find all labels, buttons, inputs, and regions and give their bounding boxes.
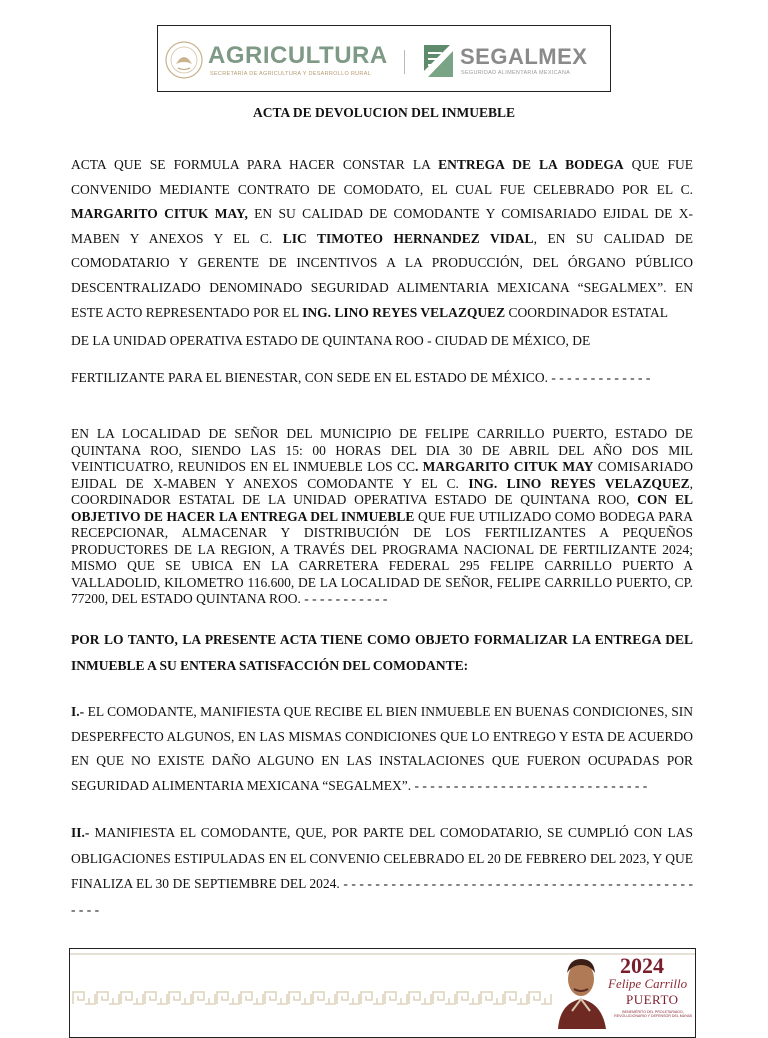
bold-objetivo: CON EL OBJETIVO DE HACER LA ENTREGA DEL INMUEBLE	[71, 492, 693, 524]
bold-entrega-bodega: ENTREGA DE LA BODEGA	[438, 157, 624, 172]
document-title: ACTA DE DEVOLUCION DEL INMUEBLE	[252, 105, 516, 120]
clause-ii	[71, 820, 693, 922]
header-logo-banner	[157, 25, 611, 92]
text-run: QUE FUE CONVENIDO MEDIANTE CONTRATO DE COMODATO, EL CUAL FUE CELEBRADO POR EL C.	[71, 157, 693, 197]
agricultura-subtitle: SECRETARÍA DE AGRICULTURA Y DESARROLLO RURAL	[210, 71, 372, 77]
paragraph-intro	[71, 153, 693, 390]
agricultura-wordmark: AGRICULTURA	[208, 42, 388, 69]
text-run: EN LA LOCALIDAD DE SEÑOR DEL MUNICIPIO DE FELIPE CARRILLO PUERTO, ESTADO DE QUINTANA ROO, SIENDO LAS 15: 00 HORAS DEL DIA 30 DE ABRIL DEL AÑO DOS MIL VEINTICUATRO, REUNIDOS EN EL INMUEBLE LOS CC	[71, 426, 693, 474]
mexico-coat-of-arms-icon	[164, 40, 204, 80]
text-line: FERTILIZANTE PARA EL BIENESTAR, CON SEDE EN EL ESTADO DE MÉXICO. - - - - - - - - - - - - -	[71, 369, 651, 385]
text-line: DE LA UNIDAD OPERATIVA ESTADO DE QUINTANA ROO - CIUDAD DE MÉXICO, DE	[71, 333, 591, 349]
text-run: QUE FUE UTILIZADO COMO BODEGA PARA RECEPCIONAR, ALMACENAR Y DISTRIBUCIÓN DE LOS FERTILIZANTES A PEQUEÑOS PRODUCTORES DE LA REGION, A TRAVÉS DEL PROGRAMA NACIONAL DE FERTILIZANTE 2024; MISMO QUE SE UBICA EN LA CARRETERA FEDERAL 295 FELIPE CARRILLO PUERTO A VALLADOLID, KILOMETRO 116.600, DE LA LOCALIDAD DE SEÑOR, FELIPE CARRILLO PUERTO, CP. 77200, DEL ESTADO QUINTANA ROO. - - - - - - - - - - -	[71, 508, 693, 606]
decorative-border-icon	[72, 989, 552, 1007]
clause-text: EL COMODANTE, MANIFIESTA QUE RECIBE EL BIEN INMUEBLE EN BUENAS CONDICIONES, SIN DESPERFECTO ALGUNOS, EN LAS MISMAS CONDICIONES QUE LO ENTREGO Y ESTA DE ACUERDO EN QUE NO EXISTE DAÑO ALGUNO EN LAS INSTALACIONES QUE FUERON OCUPADAS POR SEGURIDAD ALIMENTARIA MEXICANA “SEGALMEX”. - - - - - - - - - - - - - - - - - - - - - - - - - - - - - -	[71, 704, 693, 793]
paragraph-location	[71, 426, 693, 608]
text-run: EN SU CALIDAD DE COMODANTE Y COMISARIADO EJIDAL DE X-MABEN Y ANEXOS Y EL C.	[71, 206, 693, 246]
paragraph-objeto: POR LO TANTO, LA PRESENTE ACTA TIENE COMO OBJETO FORMALIZAR LA ENTREGA DEL INMUEBLE A SU ENTERA SATISFACCIÓN DEL COMODANTE:	[71, 632, 693, 673]
logo-divider	[404, 50, 405, 74]
portrait-icon	[550, 951, 612, 1029]
year-label: 2024	[620, 953, 664, 978]
bold-representante-name: ING. LINO REYES VELAZQUEZ	[302, 304, 506, 320]
footer-banner	[69, 948, 696, 1038]
text-run: ACTA QUE SE FORMULA PARA HACER CONSTAR LA	[71, 157, 439, 172]
text-run: COMISARIADO EJIDAL DE X-MABEN Y ANEXOS COMODANTE Y EL C.	[71, 459, 693, 491]
text-run: , EN SU CALIDAD DE COMODATARIO Y GERENTE DE INCENTIVOS A LA PRODUCCIÓN, DEL ÓRGANO PÚBLICO DESCENTRALIZADO DENOMINADO SEGURIDAD ALIMENTARIA MEXICANA “SEGALMEX”. EN ESTE ACTO REPRESENTADO POR EL	[71, 230, 693, 320]
text-run: COORDINADOR ESTATAL	[505, 304, 668, 320]
segalmex-wordmark: SEGALMEX	[460, 44, 588, 69]
bold-comodatario-name: LIC TIMOTEO HERNANDEZ VIDAL	[282, 230, 534, 246]
bold-comodante-name: . MARGARITO CITUK MAY	[414, 459, 594, 474]
bold-comodante-name: MARGARITO CITUK MAY,	[71, 206, 248, 222]
segalmex-subtitle: SEGURIDAD ALIMENTARIA MEXICANA	[461, 70, 571, 76]
clause-text: MANIFIESTA EL COMODANTE, QUE, POR PARTE DEL COMODATARIO, SE CUMPLIÓ CON LAS OBLIGACIONES ESTIPULADAS EN EL CONVENIO CELEBRADO EL 20 DE FEBRERO DEL 2023, Y QUE FINALIZA EL 30 DE SEPTIEMBRE DEL 2024. - - - - - - - - - - - - - - - - - - - - - - - - - - - - - - - - - - - - - - - - - - - - - - - -	[71, 825, 693, 917]
clause-i	[71, 700, 693, 798]
bold-representante-name: ING. LINO REYES VELAZQUEZ	[468, 475, 690, 491]
footer-small-caption: BENEMÉRITO DEL PROLETARIADO, REVOLUCIONARIO Y DEFENSOR DEL MAYAB	[614, 1010, 692, 1019]
clause-number: II.-	[71, 825, 90, 840]
puerto-label: PUERTO	[626, 992, 679, 1007]
segalmex-logo-icon	[422, 41, 455, 79]
clause-number: I.-	[71, 704, 85, 719]
felipe-carrillo-label: Felipe Carrillo	[608, 976, 688, 991]
text-run: , COORDINADOR ESTATAL DE LA UNIDAD OPERATIVA ESTADO DE QUINTANA ROO,	[71, 475, 693, 507]
